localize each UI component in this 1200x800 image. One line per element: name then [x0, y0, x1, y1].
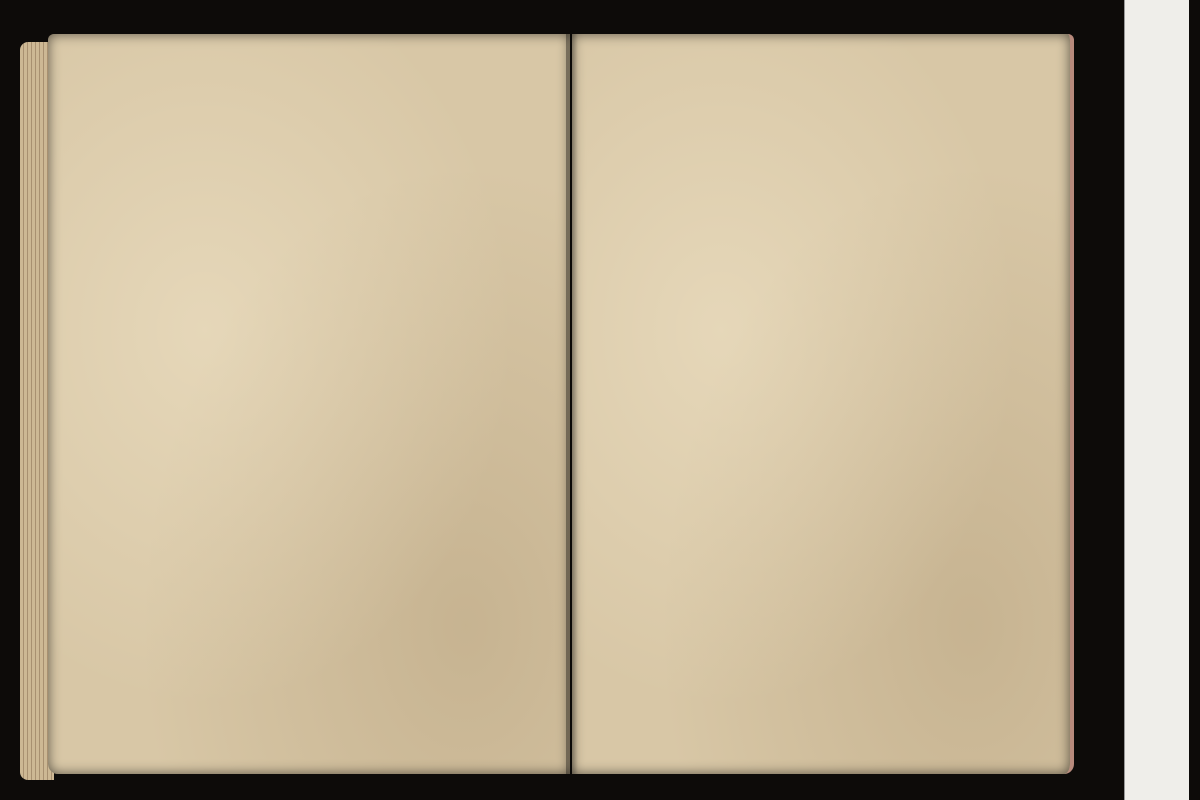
left-page [48, 34, 570, 774]
right-page [572, 34, 1074, 774]
book-gutter [566, 34, 578, 774]
measuring-ruler [1124, 0, 1189, 800]
open-book [18, 24, 1068, 784]
